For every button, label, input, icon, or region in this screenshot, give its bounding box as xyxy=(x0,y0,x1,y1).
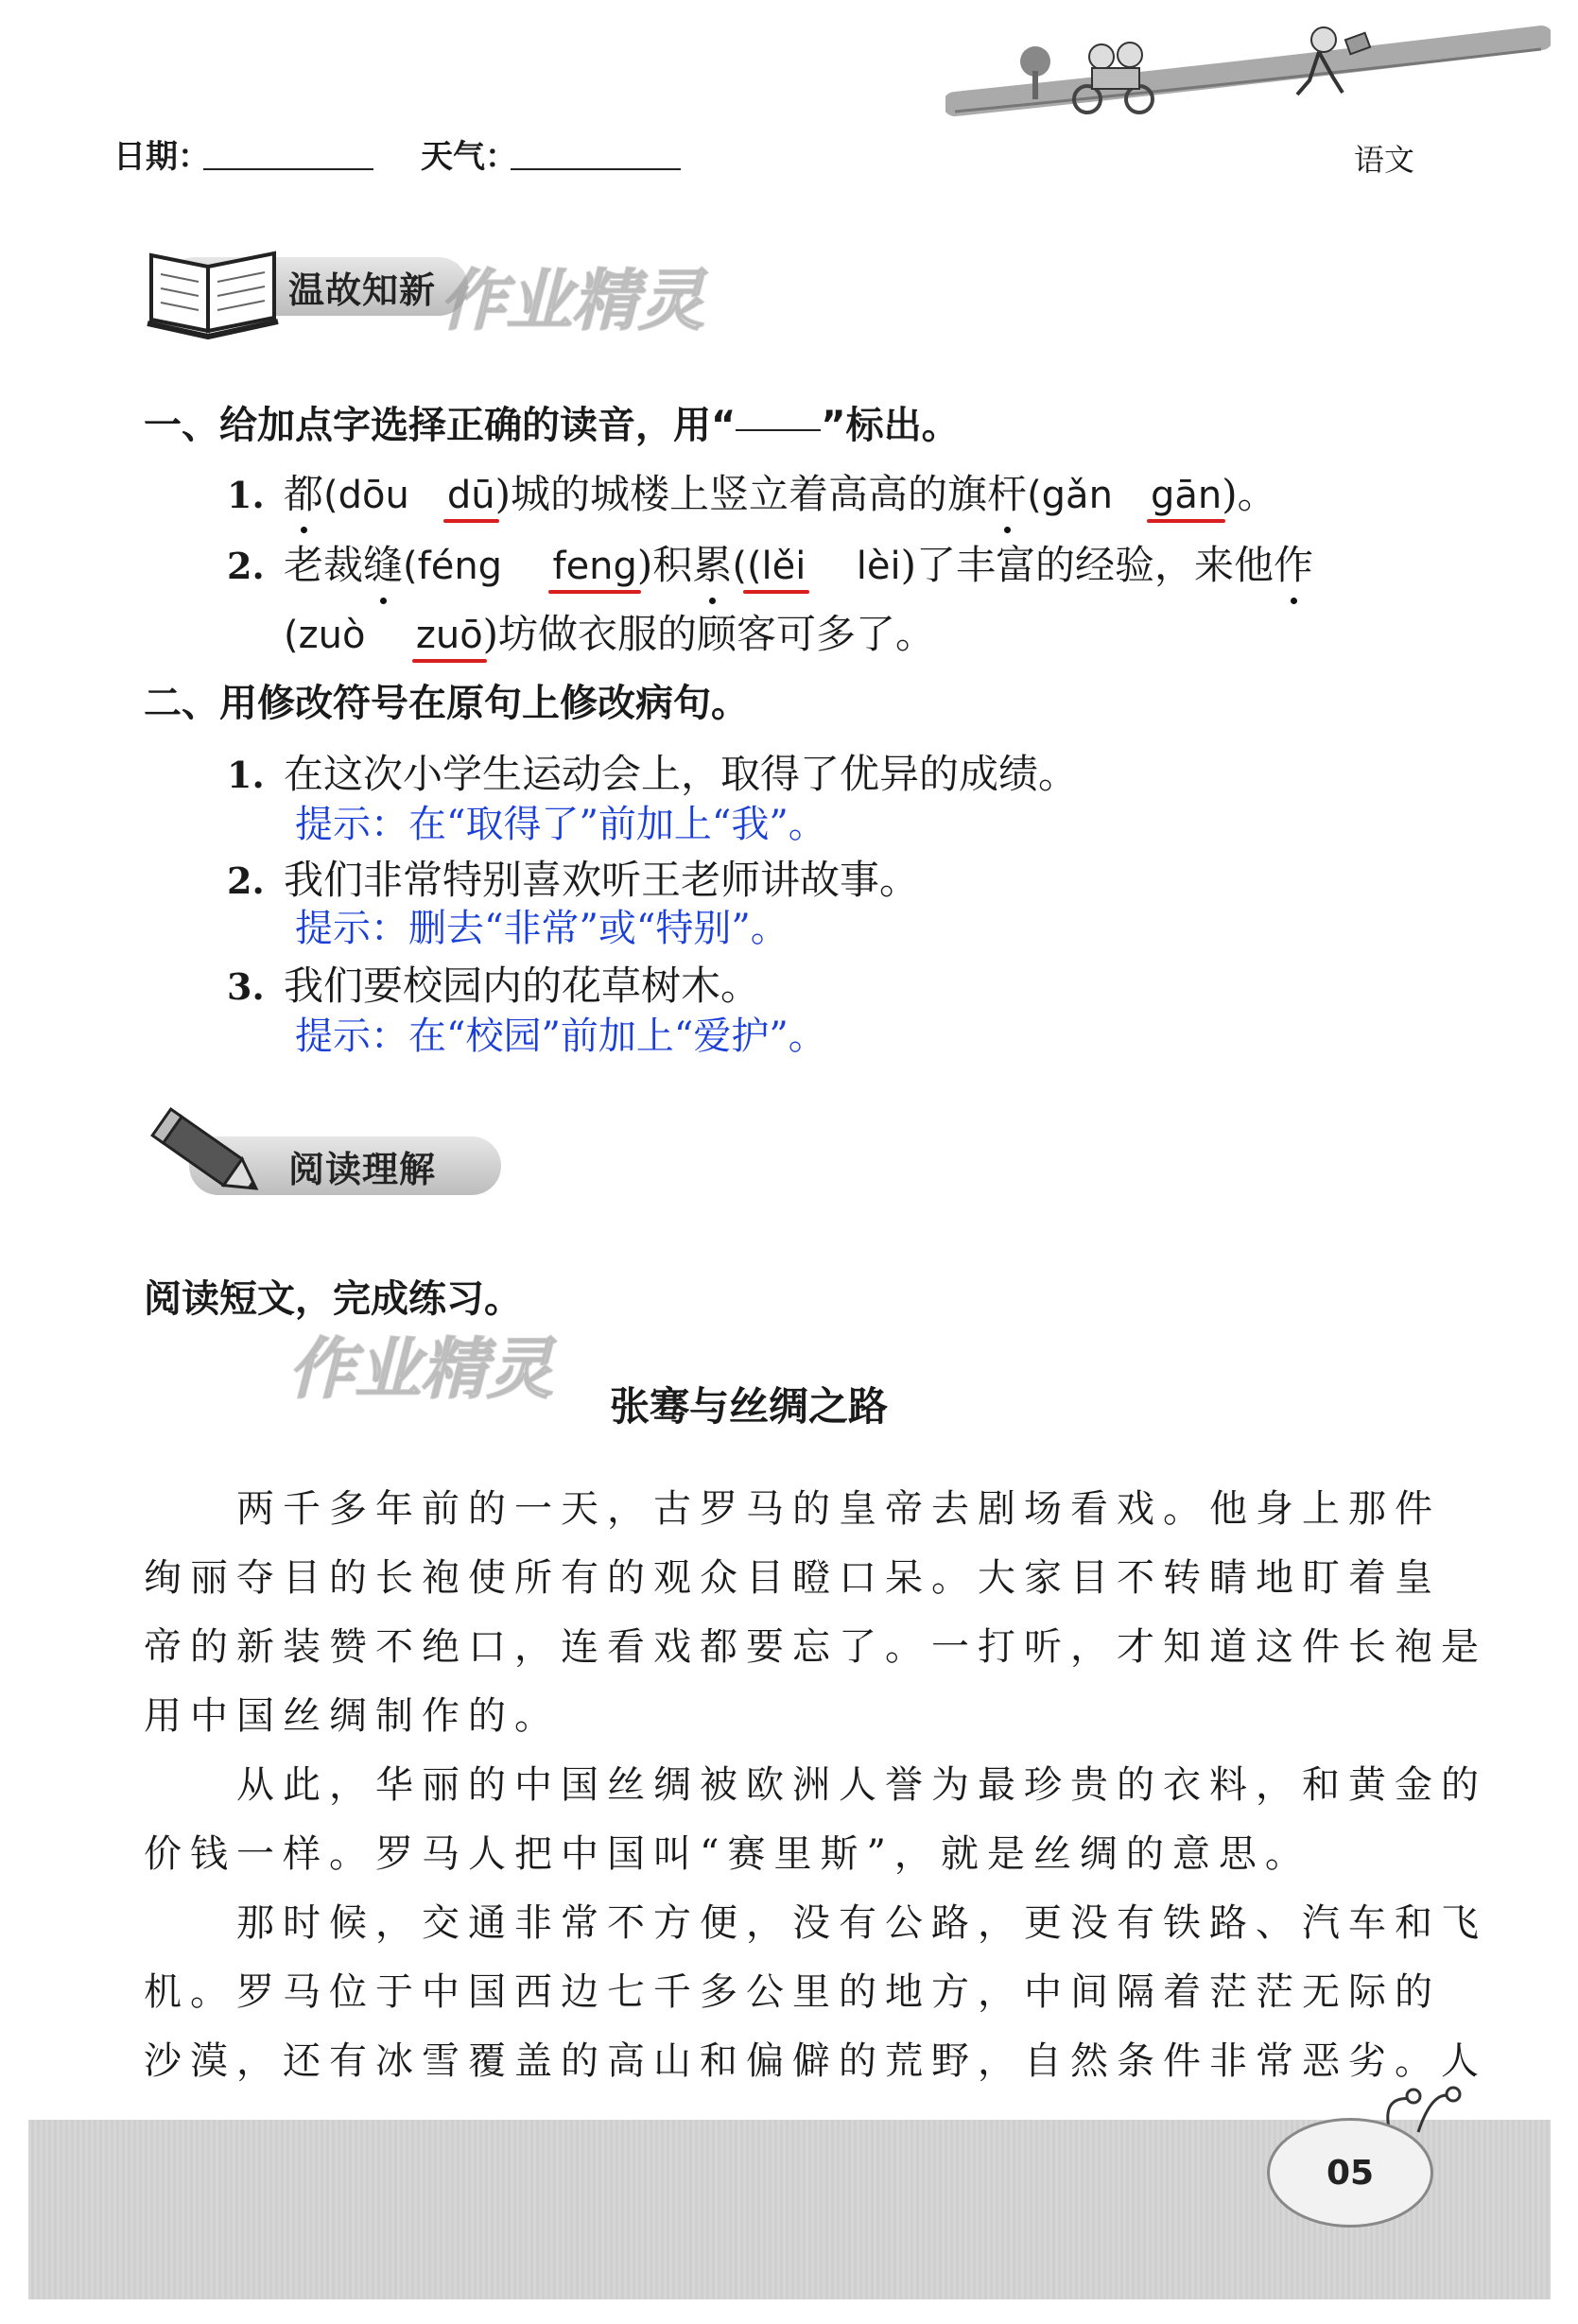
q1-item-2-dotted-char-2: 累 xyxy=(692,534,732,591)
passage-line: 绚丽夺目的长袍使所有的观众目瞪口呆。大家目不转睛地盯着皇 xyxy=(144,1556,1441,1600)
date-label: 日期： xyxy=(113,138,210,176)
q1-item-2 xyxy=(227,534,1313,591)
q1-item-1-text: )城的城楼上竖立着高高的旗 xyxy=(494,471,988,517)
subject-label: 语文 xyxy=(1354,142,1415,178)
passage-line: 帝的新装赞不绝口，连看戏都要忘了。一打听，才知道这件长袍是 xyxy=(144,1625,1487,1669)
q1-item-2-option-b-answer[interactable]: feng xyxy=(552,545,637,588)
q2-item-1 xyxy=(227,743,1078,800)
q1-item-2-option-f-answer[interactable]: zuō xyxy=(415,614,483,657)
passage-line: 那时候，交通非常不方便，没有公路，更没有铁路、汽车和飞 xyxy=(144,1901,1487,1945)
q1-heading xyxy=(144,395,960,449)
weather-label: 天气： xyxy=(421,138,517,176)
watermark-top: 作业精灵 xyxy=(440,262,704,339)
q1-item-1-end: )。 xyxy=(1222,471,1277,517)
q1-item-1 xyxy=(227,463,1277,520)
q1-item-2-text-0: 老裁 xyxy=(284,542,364,588)
passage-line: 价钱一样。罗马人把中国叫“赛里斯”，就是丝绸的意思。 xyxy=(144,1832,1311,1876)
pencil-icon xyxy=(142,1097,274,1220)
q2-item-2-hint: 提示：删去“非常”或“特别”。 xyxy=(295,907,789,950)
q1-item-2-text-1: )积 xyxy=(636,542,693,588)
q1-item-2-option-e[interactable]: (zuò xyxy=(284,614,366,657)
passage-line: 两千多年前的一天，古罗马的皇帝去剧场看戏。他身上那件 xyxy=(144,1487,1441,1531)
q1-item-2-dotted-char-3: 作 xyxy=(1274,534,1313,591)
q1-item-1-dotted-char-2: 杆 xyxy=(987,463,1027,520)
q1-item-1-option-b-answer[interactable]: dū xyxy=(446,474,495,517)
q1-item-2-option-d[interactable]: lèi xyxy=(856,545,901,588)
page-number-badge xyxy=(1267,2118,1433,2228)
q2-item-3-text: 我们要校园内的花草树木。 xyxy=(284,963,761,1009)
q1-item-1-option-d-answer[interactable]: gān xyxy=(1150,474,1223,517)
q2-item-3 xyxy=(227,955,760,1012)
passage-line: 用中国丝绸制作的。 xyxy=(144,1694,561,1738)
q1-item-2-num: 2. xyxy=(227,545,265,587)
q2-item-1-hint: 提示：在“取得了”前加上“我”。 xyxy=(295,803,826,846)
q1-item-1-option-a[interactable]: (dōu xyxy=(323,474,409,517)
q2-item-1-text: 在这次小学生运动会上，取得了优异的成绩。 xyxy=(284,751,1079,797)
passage-body xyxy=(144,1475,1487,2096)
q1-item-2-option-c-answer[interactable]: ((lěi xyxy=(732,545,806,588)
page-number: 05 xyxy=(1326,2153,1375,2193)
q2-item-2 xyxy=(227,849,919,906)
section-review-title: 温故知新 xyxy=(288,269,437,311)
q1-heading-post: ”标出。 xyxy=(821,404,960,447)
q1-item-2-cont xyxy=(284,603,935,660)
q2-item-3-hint: 提示：在“校园”前加上“爱护”。 xyxy=(295,1015,826,1058)
q1-item-2-text-2: )了丰富的经验，来他 xyxy=(900,542,1275,588)
q2-heading: 二、用修改符号在原句上修改病句。 xyxy=(144,682,749,725)
q1-item-1-option-c[interactable]: (gǎn xyxy=(1027,474,1113,517)
passage-title: 张骞与丝绸之路 xyxy=(610,1383,889,1430)
q1-item-1-dotted-char: 都 xyxy=(284,463,323,520)
q1-item-2-text-3: )坊做衣服的顾客可多了。 xyxy=(482,611,936,657)
reading-instruction: 阅读短文，完成练习。 xyxy=(144,1277,522,1321)
book-icon xyxy=(142,236,284,340)
q1-heading-pre: 一、给加点字选择正确的读音，用“ xyxy=(144,404,737,447)
q2-item-2-text: 我们非常特别喜欢听王老师讲故事。 xyxy=(284,857,920,903)
q1-item-2-dotted-char: 缝 xyxy=(363,534,403,591)
passage-line: 机。罗马位于中国西边七千多公里的地方，中间隔着茫茫无际的 xyxy=(144,1970,1441,2014)
q2-item-2-num: 2. xyxy=(227,859,265,902)
q1-item-2-option-c-answer-text: (lěi xyxy=(746,545,806,588)
header-illustration xyxy=(945,19,1551,128)
q2-item-3-num: 3. xyxy=(227,965,265,1008)
q1-item-2-option-a[interactable]: (féng xyxy=(403,545,503,588)
weather-blank[interactable] xyxy=(511,140,681,170)
date-blank[interactable] xyxy=(203,140,373,170)
q1-item-1-num: 1. xyxy=(227,474,265,516)
section-reading-title: 阅读理解 xyxy=(288,1148,437,1190)
watermark-middle: 作业精灵 xyxy=(288,1330,553,1408)
passage-line: 从此，华丽的中国丝绸被欧洲人誉为最珍贵的衣料，和黄金的 xyxy=(144,1763,1487,1807)
passage-line: 沙漠，还有冰雪覆盖的高山和偏僻的荒野，自然条件非常恶劣。人 xyxy=(144,2039,1487,2083)
q2-item-1-num: 1. xyxy=(227,754,265,796)
q1-heading-underline xyxy=(736,395,821,431)
